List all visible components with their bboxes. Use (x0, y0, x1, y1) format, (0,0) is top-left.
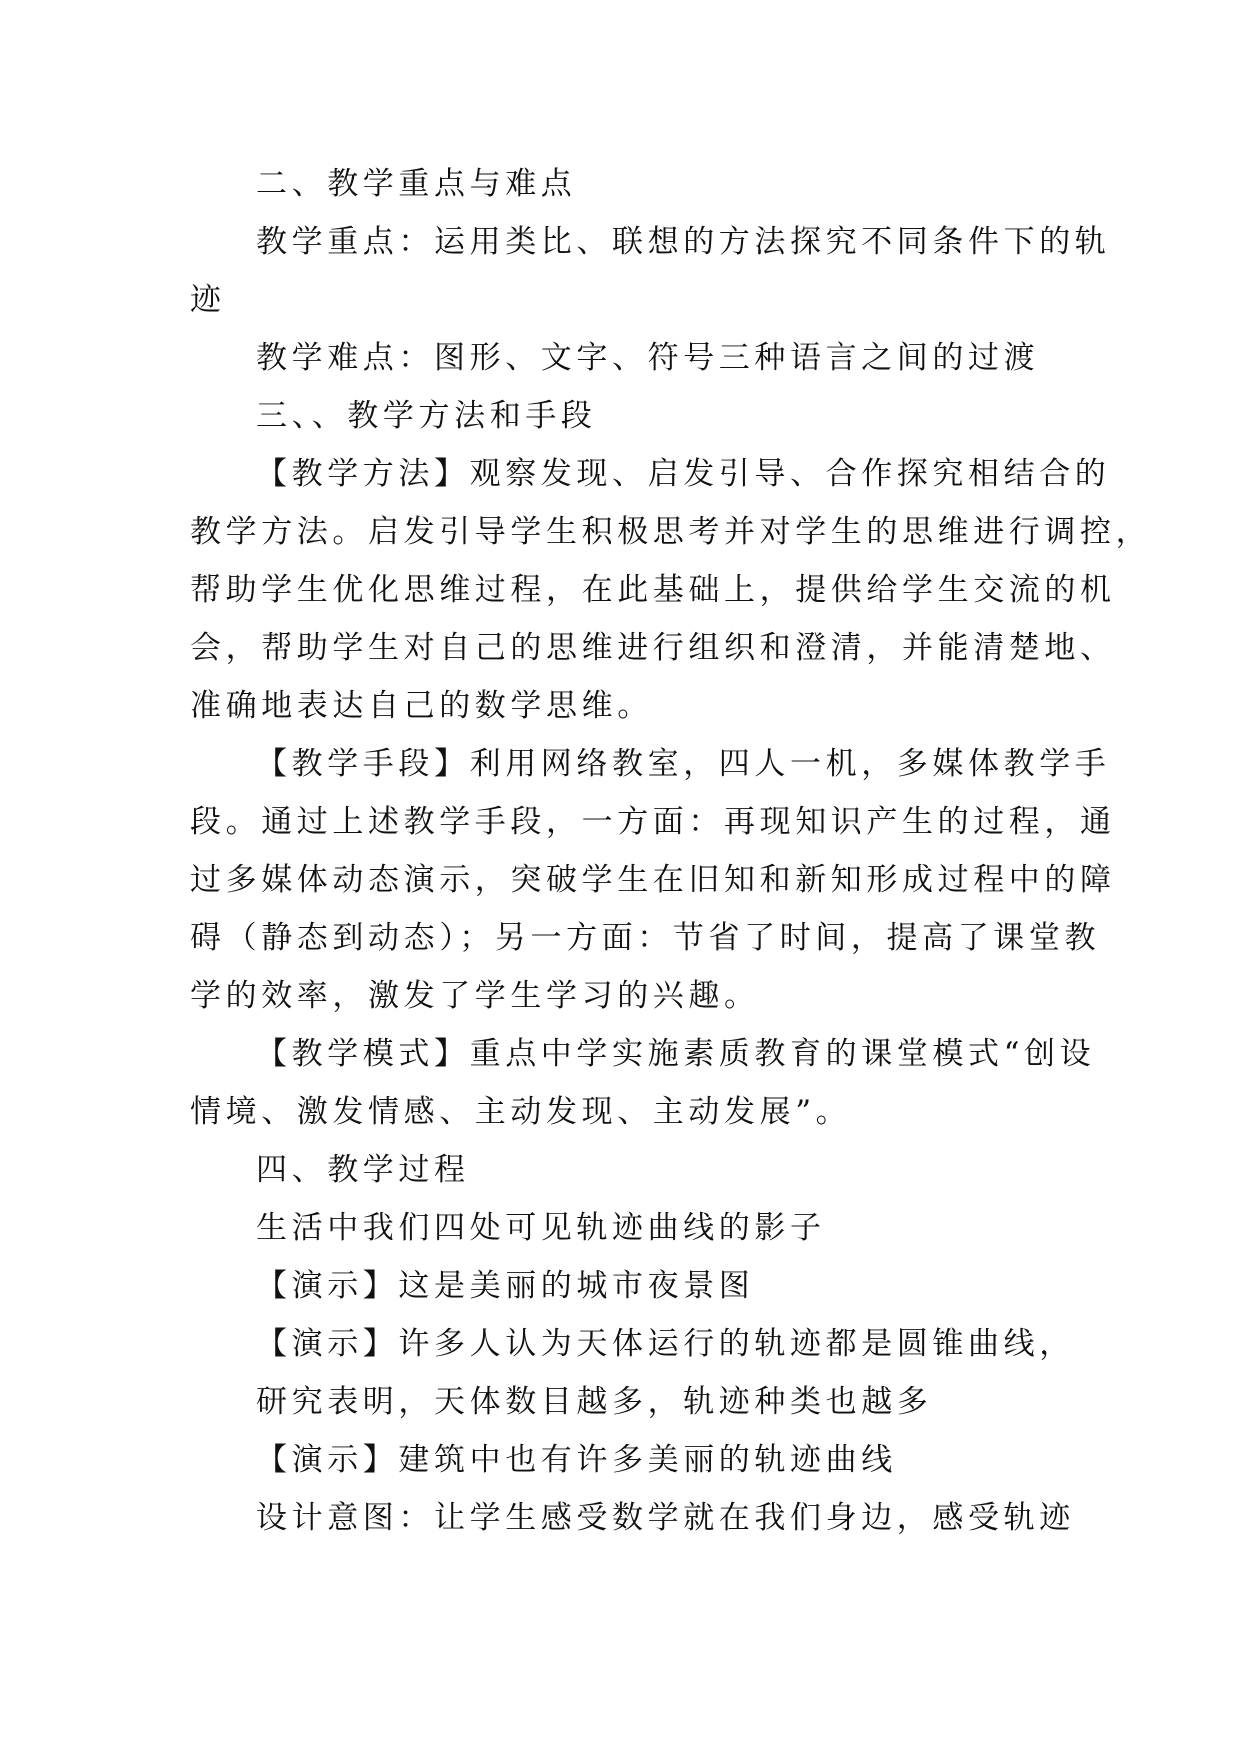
paragraph-line: 【教学方法】观察发现、启发引导、合作探究相结合的 (256, 456, 1111, 492)
paragraph-line: 教学难点：图形、文字、符号三种语言之间的过渡 (256, 340, 1040, 376)
paragraph-line: 【教学模式】重点中学实施素质教育的课堂模式“创设 (256, 1036, 1096, 1072)
paragraph-line: 学的效率，激发了学生学习的兴趣。 (190, 978, 760, 1014)
section-heading-key-points: 二、教学重点与难点 (256, 166, 577, 202)
paragraph-line: 【演示】这是美丽的城市夜景图 (256, 1268, 755, 1304)
paragraph-line: 迹 (190, 282, 226, 318)
paragraph-line: 设计意图：让学生感受数学就在我们身边，感受轨迹 (256, 1500, 1075, 1536)
paragraph-line: 教学方法。启发引导学生积极思考并对学生的思维进行调控， (190, 514, 1152, 550)
paragraph-line: 教学重点：运用类比、联想的方法探究不同条件下的轨 (256, 224, 1111, 260)
paragraph-line: 研究表明，天体数目越多，轨迹种类也越多 (256, 1384, 933, 1420)
section-heading-methods: 三、、教学方法和手段 (256, 398, 597, 434)
paragraph-line: 【演示】建筑中也有许多美丽的轨迹曲线 (256, 1442, 897, 1478)
paragraph-line: 段。通过上述教学手段，一方面：再现知识产生的过程，通 (190, 804, 1116, 840)
paragraph-line: 帮助学生优化思维过程，在此基础上，提供给学生交流的机 (190, 572, 1116, 608)
paragraph-line: 过多媒体动态演示，突破学生在旧知和新知形成过程中的障 (190, 862, 1116, 898)
paragraph-line: 碍（静态到动态）；另一方面：节省了时间，提高了课堂教 (190, 920, 1101, 956)
section-heading-process: 四、教学过程 (256, 1152, 470, 1188)
paragraph-line: 准确地表达自己的数学思维。 (190, 688, 653, 724)
paragraph-line: 【教学手段】利用网络教室，四人一机，多媒体教学手 (256, 746, 1111, 782)
paragraph-line: 生活中我们四处可见轨迹曲线的影子 (256, 1210, 826, 1246)
paragraph-line: 【演示】许多人认为天体运行的轨迹都是圆锥曲线， (256, 1326, 1075, 1362)
paragraph-line: 情境、激发情感、主动发现、主动发展”。 (190, 1094, 852, 1130)
paragraph-line: 会，帮助学生对自己的思维进行组织和澄清，并能清楚地、 (190, 630, 1116, 666)
